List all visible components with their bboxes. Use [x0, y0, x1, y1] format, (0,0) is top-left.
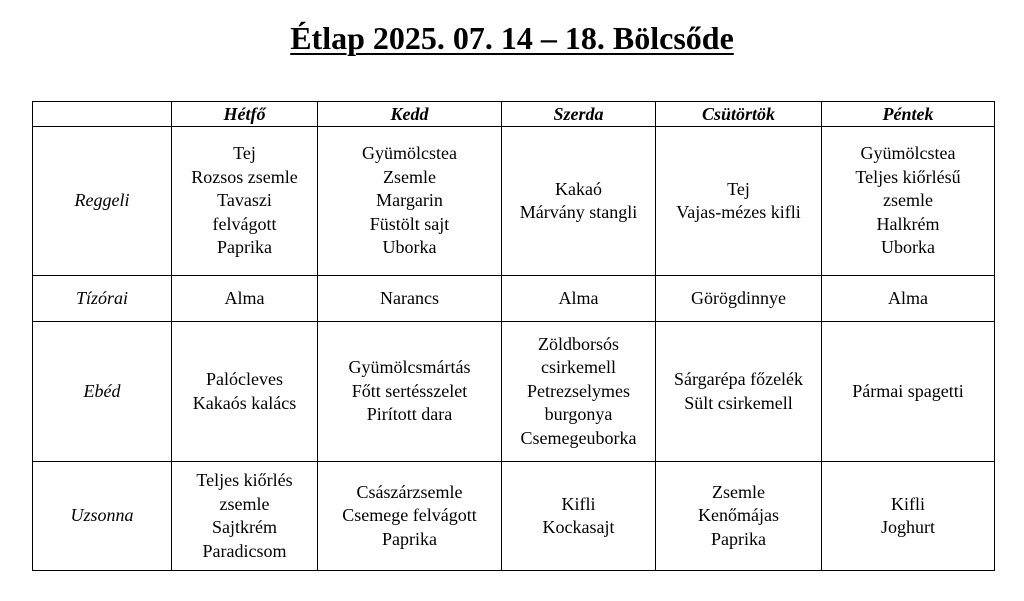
menu-item: Sajtkrém: [212, 517, 277, 537]
menu-item: Márvány stangli: [519, 202, 638, 222]
day-header-friday: Péntek: [822, 102, 995, 127]
menu-cell-uzsonna-wednesday: [502, 462, 656, 571]
menu-item: Kakaó: [555, 178, 602, 199]
menu-item: Zöldborsós: [538, 333, 619, 354]
menu-item: csirkemell: [541, 357, 616, 378]
table-row: [33, 322, 995, 462]
menu-item: Pármai spagetti: [852, 380, 964, 401]
menu-item: Teljes kiőrlés: [196, 470, 293, 490]
table-row: [33, 127, 995, 276]
menu-item: Paprika: [217, 237, 272, 258]
menu-item: Uborka: [881, 237, 935, 258]
menu-item: Paprika: [382, 528, 437, 549]
menu-cell-tizorai-monday: [172, 276, 318, 322]
day-header-thursday: Csütörtök: [656, 102, 822, 127]
menu-cell-ebed-friday: [822, 322, 995, 462]
menu-item: Csemege felvágott: [342, 505, 477, 526]
meal-label-reggeli: Reggeli: [33, 127, 172, 276]
menu-cell-reggeli-friday: [822, 127, 995, 276]
menu-cell-tizorai-wednesday: [502, 276, 656, 322]
menu-item: Paradicsom: [202, 540, 287, 561]
table-row: [33, 462, 995, 571]
menu-item: Joghurt: [881, 517, 935, 537]
menu-item: Főtt sertésszelet: [351, 380, 468, 401]
menu-item: Pirított dara: [366, 404, 453, 425]
menu-item: Vajas-mézes kifli: [676, 202, 801, 222]
menu-cell-uzsonna-monday: [172, 462, 318, 571]
corner-cell: [33, 102, 172, 127]
menu-item: Uborka: [382, 237, 437, 258]
menu-item: Alma: [224, 287, 265, 308]
table-row: [33, 276, 995, 322]
day-header-wednesday: Szerda: [502, 102, 656, 127]
menu-item: Petrezselymes: [527, 380, 630, 401]
menu-item: burgonya: [544, 404, 613, 425]
menu-item: Sült csirkemell: [684, 392, 793, 413]
menu-item: Zsemle: [383, 166, 436, 187]
menu-item: Kifli: [561, 493, 596, 514]
menu-cell-ebed-monday: [172, 322, 318, 462]
menu-item: Füstölt sajt: [369, 213, 450, 234]
menu-cell-ebed-thursday: [656, 322, 822, 462]
menu-cell-ebed-tuesday: [318, 322, 502, 462]
menu-item: Alma: [558, 287, 599, 308]
menu-item: Paprika: [711, 528, 766, 549]
menu-item: Császárzsemle: [356, 481, 463, 502]
meal-label-tizorai: Tízórai: [33, 276, 172, 322]
meal-label-uzsonna: Uzsonna: [33, 462, 172, 571]
menu-item: Kifli: [891, 493, 925, 514]
day-header-tuesday: Kedd: [318, 102, 502, 127]
header-row: [33, 102, 995, 127]
menu-item: zsemle: [219, 493, 270, 514]
menu-cell-reggeli-thursday: [656, 127, 822, 276]
menu-item: Sárgarépa főzelék: [673, 369, 804, 389]
menu-cell-reggeli-wednesday: [502, 127, 656, 276]
menu-item: Halkrém: [876, 213, 940, 234]
menu-item: Gyümölcstea: [362, 143, 457, 164]
menu-cell-tizorai-thursday: [656, 276, 822, 322]
menu-cell-uzsonna-thursday: [656, 462, 822, 571]
menu-cell-ebed-wednesday: [502, 322, 656, 462]
menu-item: Narancs: [380, 287, 439, 308]
menu-item: Kockasajt: [542, 517, 615, 537]
menu-cell-tizorai-friday: [822, 276, 995, 322]
menu-item: felvágott: [212, 213, 277, 234]
menu-cell-uzsonna-friday: [822, 462, 995, 571]
page-title: Étlap 2025. 07. 14 – 18. Bölcsőde: [290, 20, 734, 56]
menu-item: zsemle: [883, 190, 933, 211]
meal-label-ebed: Ebéd: [33, 322, 172, 462]
menu-item: Csemegeuborka: [520, 427, 637, 448]
menu-item: Görögdinnye: [691, 287, 786, 308]
menu-cell-reggeli-tuesday: [318, 127, 502, 276]
menu-item: Palócleves: [206, 369, 283, 389]
menu-table: [32, 101, 995, 571]
day-header-monday: Hétfő: [172, 102, 318, 127]
menu-item: Gyümölcsmártás: [348, 357, 471, 378]
menu-cell-tizorai-tuesday: [318, 276, 502, 322]
menu-item: Gyümölcstea: [860, 143, 956, 164]
menu-item: Alma: [888, 287, 928, 308]
menu-item: Zsemle: [712, 481, 765, 502]
menu-item: Margarin: [376, 190, 443, 211]
menu-item: Tej: [727, 178, 750, 199]
menu-item: Tej: [233, 143, 256, 164]
menu-item: Tavaszi: [217, 190, 272, 211]
menu-item: Kenőmájas: [698, 505, 779, 526]
menu-item: Rozsos zsemle: [191, 166, 298, 187]
menu-cell-reggeli-monday: [172, 127, 318, 276]
menu-item: Teljes kiőrlésű: [855, 166, 961, 187]
menu-item: Kakaós kalács: [192, 392, 297, 413]
menu-cell-uzsonna-tuesday: [318, 462, 502, 571]
